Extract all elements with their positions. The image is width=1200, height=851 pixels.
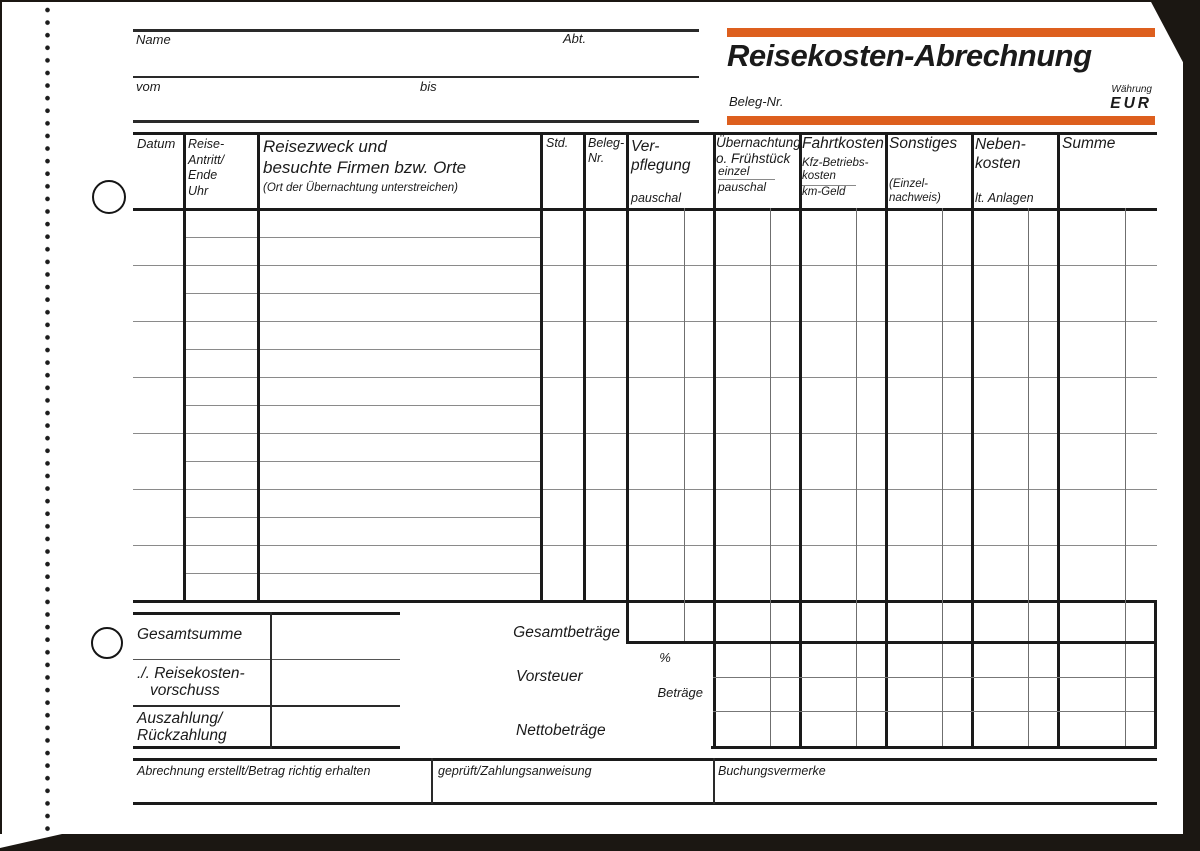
grid-line [713, 132, 716, 748]
percent-label: % [659, 650, 671, 665]
grid-line [942, 208, 943, 748]
auszahlung-rueckzahlung-label: Auszahlung/ Rückzahlung [137, 710, 227, 744]
grid-line [971, 132, 974, 748]
grid-line [133, 433, 1157, 434]
grid-line [133, 120, 699, 123]
nettobetraege-label: Nettobeträge [516, 722, 606, 739]
accent-bar-bottom [727, 116, 1155, 125]
grid-line [183, 517, 540, 518]
col-reisezweck: Reisezweck und besuchte Firmen bzw. Orte [263, 137, 467, 177]
col-fahrtkosten-note: Kfz-Betriebs- [802, 157, 869, 169]
footer-buchung-label: Buchungsvermerke [718, 764, 826, 778]
grid-line [133, 489, 1157, 490]
page-edge-bottom [0, 834, 1200, 851]
page-edge-top [0, 0, 1186, 2]
grid-line [133, 321, 1157, 322]
reisekostenvorschuss-label: ./. Reisekosten- vorschuss [137, 665, 245, 699]
grid-line [183, 405, 540, 406]
bis-label: bis [420, 79, 437, 94]
grid-line [885, 132, 888, 748]
grid-line [133, 705, 400, 707]
col-nebenkosten: Neben- kosten [975, 136, 1026, 172]
grid-line [713, 758, 715, 804]
page-edge-right [1183, 0, 1200, 851]
col-datum: Datum [137, 136, 176, 151]
grid-line [133, 377, 1157, 378]
vorsteuer-label: Vorsteuer [516, 668, 583, 685]
grid-line [133, 746, 400, 749]
grid-line [133, 802, 1157, 805]
col-reisezweck-note: (Ort der Übernachtung unterstreichen) [263, 182, 458, 194]
grid-line [770, 208, 771, 748]
grid-line [133, 208, 1157, 211]
perforation-dots [43, 5, 52, 832]
abt-label: Abt. [563, 31, 587, 46]
grid-line [183, 573, 540, 574]
grid-line [856, 208, 857, 748]
gesamtsumme-label: Gesamtsumme [137, 626, 243, 643]
grid-line [1057, 132, 1060, 748]
grid-line [270, 612, 272, 749]
page-corner-top-right [1150, 0, 1185, 66]
col-fahrtkosten-km-geld: kosten km-Geld [802, 170, 856, 199]
punch-hole-top [92, 180, 126, 214]
grid-line [1125, 208, 1126, 748]
grid-line [183, 349, 540, 350]
grid-line [431, 758, 433, 804]
grid-line [583, 132, 586, 600]
grid-line [1154, 600, 1157, 749]
grid-line [257, 132, 260, 600]
grid-line [133, 29, 699, 32]
grid-line [626, 132, 629, 643]
grid-line [183, 237, 540, 238]
grid-line [133, 76, 699, 78]
grid-line [713, 711, 1157, 712]
grid-line [684, 208, 685, 643]
grid-line [133, 612, 400, 615]
grid-line [133, 659, 400, 660]
col-verpflegung-pauschal: pauschal [631, 191, 682, 205]
grid-line [540, 132, 543, 600]
col-summe: Summe [1062, 135, 1116, 152]
grid-line [711, 746, 1157, 749]
col-verpflegung: Ver- pflegung [631, 138, 691, 174]
footer-geprueft-label: geprüft/Zahlungsanweisung [438, 764, 592, 778]
col-fahrtkosten: Fahrtkosten [802, 135, 884, 152]
footer-erstellt-label: Abrechnung erstellt/Betrag richtig erhalten [137, 764, 371, 778]
grid-line [133, 265, 1157, 266]
grid-line [183, 293, 540, 294]
col-uebernachtung: Übernachtung o. Frühstück [716, 135, 801, 166]
col-std: Std. [546, 136, 569, 150]
punch-hole-bottom [91, 627, 123, 659]
page-edge-left [0, 0, 2, 834]
name-label: Name [136, 32, 171, 47]
betraege-label: Beträge [657, 685, 703, 700]
form-title: Reisekosten-Abrechnung [727, 38, 1092, 73]
col-sonstiges-note: (Einzel- nachweis) [889, 178, 941, 204]
currency-caption: Währung [1111, 84, 1152, 95]
col-beleg-nr: Beleg- Nr. [588, 136, 625, 165]
grid-line [713, 677, 1157, 678]
col-sonstiges: Sonstiges [889, 135, 958, 152]
grid-line [183, 461, 540, 462]
col-nebenkosten-anlagen: lt. Anlagen [975, 191, 1034, 205]
col-reise-antritt: Reise- Antritt/ Ende Uhr [188, 137, 225, 198]
vom-label: vom [136, 79, 161, 94]
grid-line [799, 132, 802, 748]
beleg-nr-label: Beleg-Nr. [729, 94, 784, 109]
grid-line [183, 132, 186, 600]
currency-code: EUR [1110, 95, 1152, 112]
gesamtbetraege-label: Gesamtbeträge [513, 624, 620, 641]
grid-line [133, 758, 1157, 761]
col-uebernachtung-einzel-pauschal: einzel pauschal [718, 164, 775, 194]
grid-line [133, 545, 1157, 546]
grid-line [133, 600, 1157, 603]
grid-line [1028, 208, 1029, 748]
grid-line [626, 641, 1157, 644]
accent-bar-top [727, 28, 1155, 37]
